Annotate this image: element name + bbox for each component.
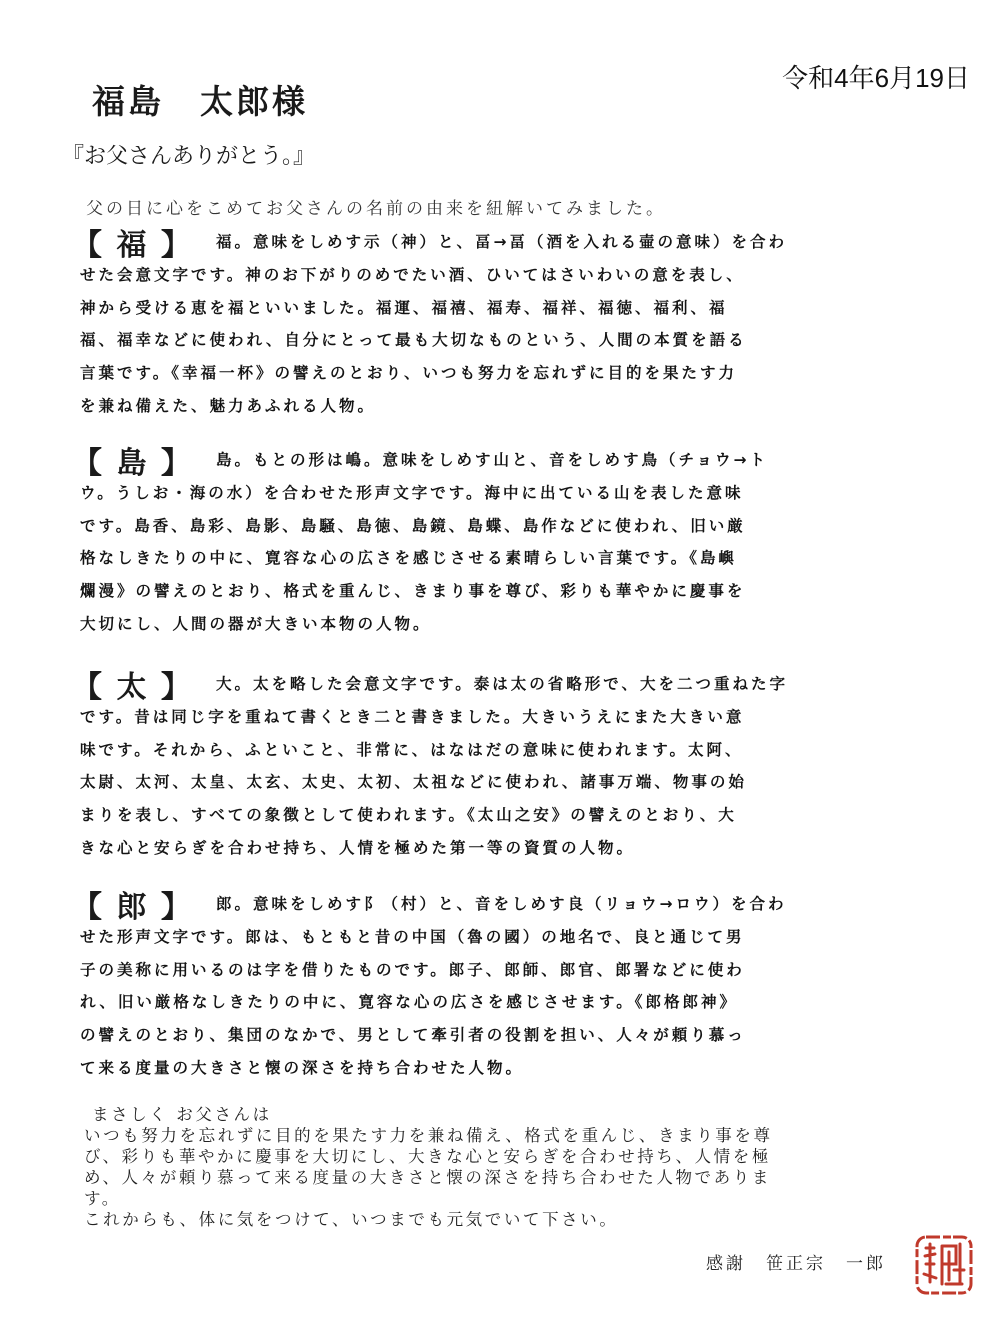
closing-line: これからも、体に気をつけて、いつまでも元気でいて下さい。 bbox=[84, 1210, 619, 1229]
seal-stamp-icon bbox=[914, 1234, 974, 1296]
section-line: 太尉、太河、太皇、太玄、太史、太初、太祖などに使われ、諸事万端、物事の始 bbox=[80, 773, 747, 792]
section-body bbox=[80, 668, 932, 865]
section-line: 味です。それから、ふといこと、非常に、はなはだの意味に使われます。太阿、 bbox=[80, 740, 744, 759]
closing-message bbox=[84, 1104, 950, 1230]
section-line: きな心と安らぎを合わせ持ち、人情を極めた第一等の資質の人物。 bbox=[80, 838, 636, 857]
closing-line: め、人々が頼り慕って来る度量の大きさと懐の深さを持ち合わせた人物でありま bbox=[84, 1168, 771, 1187]
section-line: 子の美称に用いるのは字を借りたものです。郎子、郎師、郎官、郎署などに使わ bbox=[80, 960, 745, 979]
section-body bbox=[80, 444, 932, 641]
section-body bbox=[80, 888, 932, 1085]
section-line: です。昔は同じ字を重ねて書くとき二と書きました。大きいうえにまた大きい意 bbox=[80, 707, 745, 726]
section-line: まりを表し、すべての象徴として使われます。《太山之安》の譬えのとおり、大 bbox=[80, 806, 737, 825]
section-line: 島。もとの形は嶋。意味をしめす山と、音をしめす鳥（チョウ→ト bbox=[216, 451, 769, 469]
closing-line: す。 bbox=[84, 1189, 121, 1208]
section-line: て来る度量の大きさと懐の深さを持ち合わせた人物。 bbox=[80, 1058, 525, 1077]
section-heading: 【 福 】 bbox=[72, 228, 193, 263]
section-line: せた会意文字です。神のお下がりのめでたい酒、ひいてはさいわいの意を表し、 bbox=[80, 265, 745, 284]
section-line: ウ。うしお・海の水）を合わせた形声文字です。海中に出ている山を表した意味 bbox=[80, 483, 744, 502]
letter-date: 令和4年6月19日 bbox=[754, 58, 970, 98]
section-line: です。島香、島彩、島影、島騒、島徳、島鏡、島蝶、島作などに使われ、旧い厳 bbox=[80, 516, 746, 535]
section-heading: 【 郎 】 bbox=[72, 890, 193, 925]
section-body bbox=[80, 226, 932, 423]
section-line: を兼ね備えた、魅力あふれる人物。 bbox=[80, 396, 377, 415]
section-heading: 【 島 】 bbox=[72, 446, 193, 481]
section-line: 言葉です。《幸福一杯》の譬えのとおり、いつも努力を忘れずに目的を果たす力 bbox=[80, 364, 738, 383]
section-line: 爛漫》の譬えのとおり、格式を重んじ、きまり事を尊び、彩りも華やかに慶事を bbox=[80, 582, 746, 601]
closing-line: いつも努力を忘れずに目的を果たす力を兼ね備え、格式を重んじ、きまり事を尊 bbox=[84, 1126, 773, 1145]
section-line: 大切にし、人間の器が大きい本物の人物。 bbox=[80, 614, 432, 633]
section-line: 郎。意味をしめす阝（村）と、音をしめす良（リョウ→ロウ）を合わ bbox=[216, 895, 787, 913]
section-line: れ、旧い厳格なしきたりの中に、寛容な心の広さを感じさせます。《郎格郎神》 bbox=[80, 993, 738, 1012]
section-line: 福、福幸などに使われ、自分にとって最も大切なものという、人間の本質を語る bbox=[80, 331, 747, 350]
section-heading: 【 太 】 bbox=[72, 670, 193, 705]
section-line: 福。意味をしめす示（神）と、畐→畐（酒を入れる壷の意味）を合わ bbox=[216, 233, 787, 251]
section-line: 格なしきたりの中に、寛容な心の広さを感じさせる素晴らしい言葉です。《島嶼 bbox=[80, 549, 738, 568]
letter-subtitle: 『お父さんありがとう。』 bbox=[62, 144, 316, 169]
signature: 感謝 笹正宗 一郎 bbox=[706, 1254, 886, 1274]
closing-lead: まさしく お父さんは bbox=[92, 1105, 272, 1124]
section-line: 神から受ける恵を福といいました。福運、福禧、福寿、福祥、福徳、福利、福 bbox=[80, 298, 728, 317]
section-line: せた形声文字です。郎は、もともと昔の中国（魯の國）の地名で、良と通じて男 bbox=[80, 927, 745, 946]
section-line: の譬えのとおり、集団のなかで、男として牽引者の役割を担い、人々が頼り慕っ bbox=[80, 1026, 746, 1045]
closing-line: び、彩りも華やかに慶事を大切にし、大きな心と安らぎを合わせ持ち、人情を極 bbox=[84, 1147, 771, 1166]
letter-intro: 父の日に心をこめてお父さんの名前の由来を紐解いてみました。 bbox=[86, 199, 666, 219]
recipient-name: 福島 太郎様 bbox=[92, 82, 308, 121]
section-line: 大。太を略した会意文字です。泰は太の省略形で、大を二つ重ねた字 bbox=[216, 675, 788, 693]
